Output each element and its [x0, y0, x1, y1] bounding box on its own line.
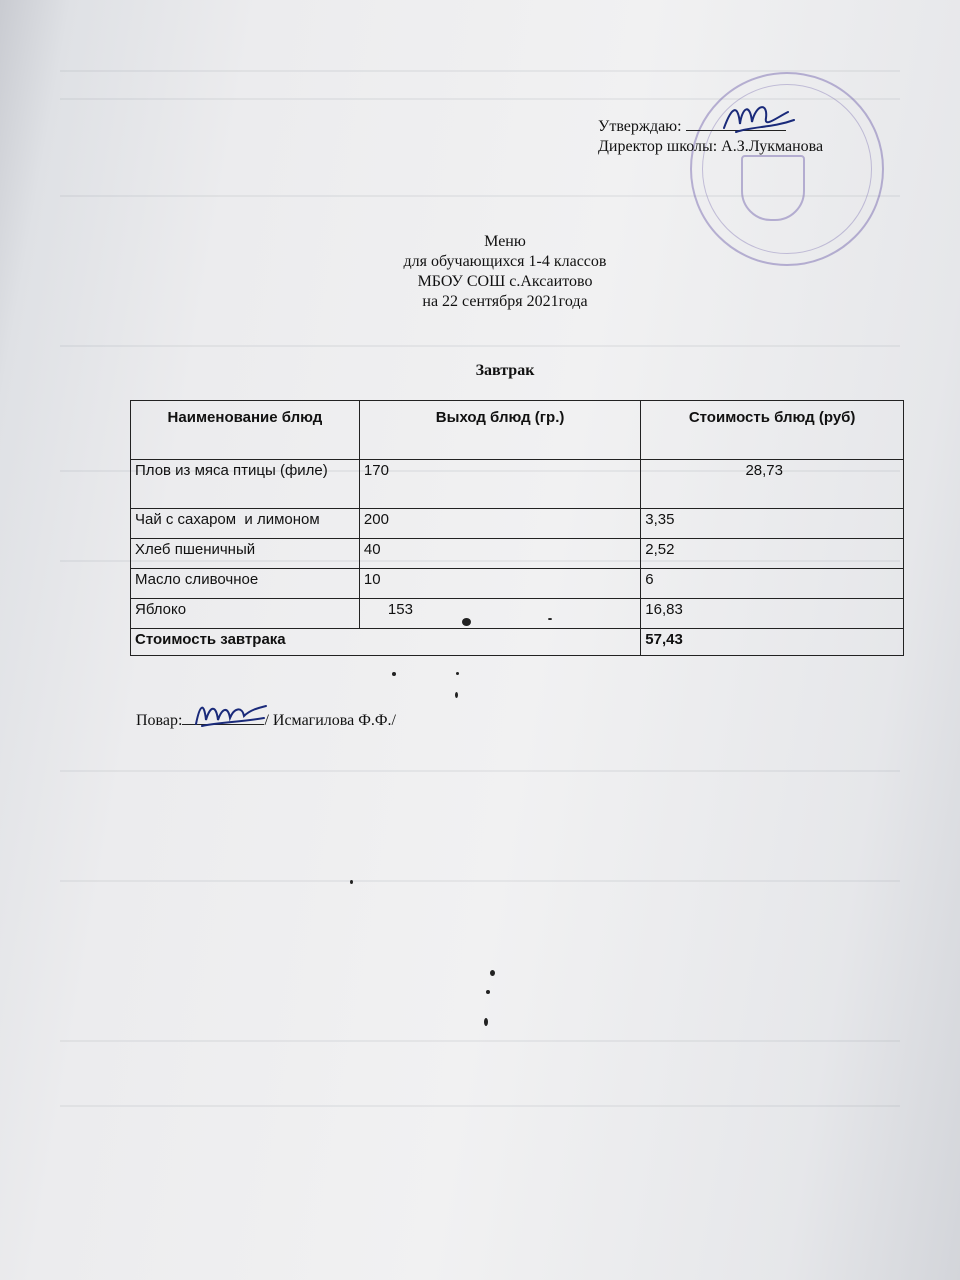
menu-title: Меню [484, 233, 526, 250]
dish-name: Плов из мяса птицы (филе) [131, 460, 360, 509]
approve-label: Утверждаю: [598, 118, 682, 135]
menu-table [130, 400, 904, 656]
dish-cost: 2,52 [641, 539, 904, 569]
column-header-dish: Наименование блюд [131, 401, 360, 460]
ink-speck [455, 692, 458, 698]
dish-weight: 200 [359, 509, 640, 539]
bleed-through-line [60, 770, 900, 772]
dish-weight: 10 [359, 569, 640, 599]
table-row [131, 509, 904, 539]
ink-speck [462, 618, 471, 626]
bleed-through-line [60, 1105, 900, 1107]
ink-speck [486, 990, 490, 994]
column-header-weight-text: Выход блюд (гр.) [435, 409, 565, 426]
dish-name: Яблоко [131, 599, 360, 629]
total-label: Стоимость завтрака [131, 629, 641, 656]
dish-weight: 170 [359, 460, 640, 509]
table-row [131, 539, 904, 569]
column-header-cost-text: Стоимость блюд (руб) [688, 409, 856, 426]
ink-speck [456, 672, 459, 675]
menu-audience: для обучающихся 1-4 классов [403, 253, 607, 270]
table-row [131, 460, 904, 509]
dish-name: Масло сливочное [131, 569, 360, 599]
dish-cost: 28,73 [641, 460, 904, 509]
table-row [131, 569, 904, 599]
dish-name: Хлеб пшеничный [131, 539, 360, 569]
bleed-through-line [60, 70, 900, 72]
bleed-through-line [60, 880, 900, 882]
dish-weight: 40 [359, 539, 640, 569]
table-header-row [131, 401, 904, 460]
meal-title: Завтрак [475, 362, 535, 379]
total-value: 57,43 [641, 629, 904, 656]
ink-speck [548, 618, 552, 620]
dish-weight [359, 599, 640, 629]
director-signature [718, 98, 798, 138]
cook-label: Повар: [136, 712, 183, 729]
stamp-emblem-icon [741, 155, 805, 221]
director-line: Директор школы: А.З.Лукманова [598, 138, 824, 155]
table-total-row [131, 629, 904, 656]
dish-cost: 3,35 [641, 509, 904, 539]
column-header-weight [359, 401, 640, 460]
school-name: МБОУ СОШ с.Аксаитово [417, 273, 593, 290]
bleed-through-line [60, 345, 900, 347]
dish-name: Чай с сахаром и лимоном [131, 509, 360, 539]
column-header-cost [641, 401, 904, 460]
menu-heading [300, 232, 710, 312]
menu-date: на 22 сентября 2021года [422, 293, 588, 310]
cook-name: / Исмагилова Ф.Ф./ [264, 712, 396, 729]
dish-weight-text: 153 [387, 601, 413, 618]
ink-speck [490, 970, 495, 976]
bleed-through-line [60, 1040, 900, 1042]
cook-signature [192, 698, 270, 730]
ink-speck [484, 1018, 488, 1026]
dish-cost: 16,83 [641, 599, 904, 629]
dish-cost: 6 [641, 569, 904, 599]
ink-speck [392, 672, 396, 676]
ink-speck [350, 880, 353, 884]
table-row [131, 599, 904, 629]
